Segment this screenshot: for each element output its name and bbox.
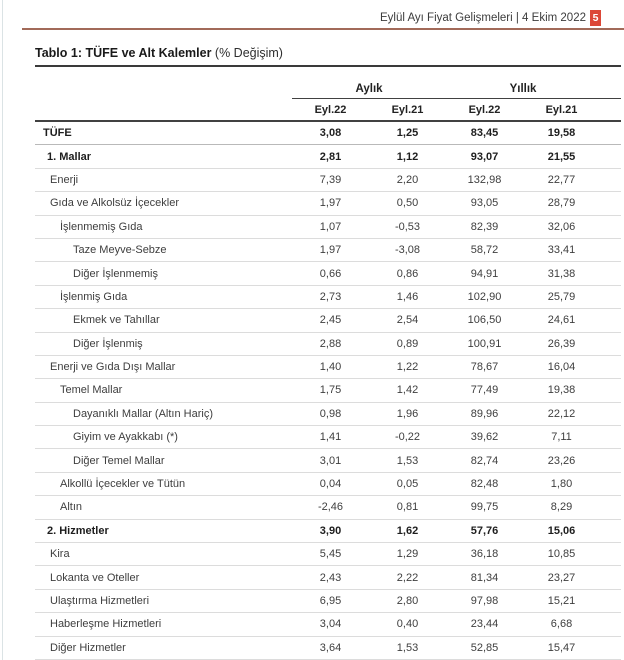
row-value: -2,46 <box>292 496 369 519</box>
row-value: 32,06 <box>523 215 600 238</box>
row-value: 22,12 <box>523 402 600 425</box>
row-spacer <box>600 543 621 566</box>
row-label: Kira <box>35 543 292 566</box>
row-value: 0,81 <box>369 496 446 519</box>
row-label: Enerji ve Gıda Dışı Mallar <box>35 355 292 378</box>
group-header-row <box>35 79 621 99</box>
group-header-spacer <box>600 79 621 99</box>
row-value: 23,26 <box>523 449 600 472</box>
table-row <box>35 121 621 145</box>
row-value: 3,04 <box>292 613 369 636</box>
row-value: 15,21 <box>523 589 600 612</box>
row-value: 81,34 <box>446 566 523 589</box>
row-value: 10,85 <box>523 543 600 566</box>
header-blank-cell <box>35 79 292 99</box>
table-row <box>35 402 621 425</box>
row-value: 2,73 <box>292 285 369 308</box>
row-label: İşlenmiş Gıda <box>35 285 292 308</box>
row-value: 93,07 <box>446 145 523 168</box>
row-value: 2,88 <box>292 332 369 355</box>
row-value: 89,96 <box>446 402 523 425</box>
row-value: 100,91 <box>446 332 523 355</box>
column-header-yearly-eyl22: Eyl.22 <box>446 99 523 122</box>
table-row <box>35 636 621 659</box>
row-value: 31,38 <box>523 262 600 285</box>
table-body <box>35 121 621 659</box>
table-row <box>35 379 621 402</box>
column-header-spacer <box>600 99 621 122</box>
row-spacer <box>600 379 621 402</box>
row-value: 1,97 <box>292 238 369 261</box>
row-value: 19,38 <box>523 379 600 402</box>
table-row <box>35 589 621 612</box>
row-value: 132,98 <box>446 168 523 191</box>
row-label: Altın <box>35 496 292 519</box>
row-value: 97,98 <box>446 589 523 612</box>
row-value: 2,54 <box>369 309 446 332</box>
row-value: 33,41 <box>523 238 600 261</box>
row-spacer <box>600 566 621 589</box>
row-spacer <box>600 121 621 145</box>
table-row <box>35 192 621 215</box>
row-spacer <box>600 449 621 472</box>
row-value: 0,04 <box>292 472 369 495</box>
row-label: Gıda ve Alkolsüz İçecekler <box>35 192 292 215</box>
row-value: 3,90 <box>292 519 369 542</box>
row-value: 1,97 <box>292 192 369 215</box>
row-value: 2,80 <box>369 589 446 612</box>
row-value: 1,62 <box>369 519 446 542</box>
row-value: -0,22 <box>369 426 446 449</box>
row-spacer <box>600 496 621 519</box>
row-spacer <box>600 402 621 425</box>
row-value: 5,45 <box>292 543 369 566</box>
row-value: 0,66 <box>292 262 369 285</box>
row-value: 1,53 <box>369 449 446 472</box>
row-value: -0,53 <box>369 215 446 238</box>
group-header-monthly: Aylık <box>292 79 446 99</box>
row-spacer <box>600 192 621 215</box>
row-value: 23,44 <box>446 613 523 636</box>
row-spacer <box>600 332 621 355</box>
row-label: Dayanıklı Mallar (Altın Hariç) <box>35 402 292 425</box>
row-value: 25,79 <box>523 285 600 308</box>
table-row <box>35 145 621 168</box>
row-value: 1,53 <box>369 636 446 659</box>
row-value: 93,05 <box>446 192 523 215</box>
row-spacer <box>600 238 621 261</box>
row-value: 102,90 <box>446 285 523 308</box>
row-value: 82,39 <box>446 215 523 238</box>
page-header <box>22 0 624 30</box>
report-title: Eylül Ayı Fiyat Gelişmeleri | 4 Ekim 2022 <box>379 12 586 24</box>
table-row <box>35 262 621 285</box>
row-value: 2,43 <box>292 566 369 589</box>
row-value: 77,49 <box>446 379 523 402</box>
row-value: 16,04 <box>523 355 600 378</box>
row-label: Giyim ve Ayakkabı (*) <box>35 426 292 449</box>
row-value: 1,96 <box>369 402 446 425</box>
row-label: 1. Mallar <box>35 145 292 168</box>
row-label: Alkollü İçecekler ve Tütün <box>35 472 292 495</box>
column-header-monthly-eyl22: Eyl.22 <box>292 99 369 122</box>
header-blank-cell <box>35 99 292 122</box>
row-value: 36,18 <box>446 543 523 566</box>
row-label: Ekmek ve Tahıllar <box>35 309 292 332</box>
row-label: Haberleşme Hizmetleri <box>35 613 292 636</box>
page-number-badge: 5 <box>590 10 601 26</box>
row-value: 39,62 <box>446 426 523 449</box>
row-value: 19,58 <box>523 121 600 145</box>
row-spacer <box>600 309 621 332</box>
row-label: Ulaştırma Hizmetleri <box>35 589 292 612</box>
row-value: 52,85 <box>446 636 523 659</box>
row-value: 1,25 <box>369 121 446 145</box>
row-value: 1,75 <box>292 379 369 402</box>
row-value: 2,45 <box>292 309 369 332</box>
row-spacer <box>600 519 621 542</box>
row-spacer <box>600 355 621 378</box>
table-row <box>35 355 621 378</box>
table-title-main: Tablo 1: TÜFE ve Alt Kalemler <box>35 46 212 60</box>
row-value: 2,81 <box>292 145 369 168</box>
table-row <box>35 543 621 566</box>
row-label: Enerji <box>35 168 292 191</box>
row-value: 1,07 <box>292 215 369 238</box>
row-spacer <box>600 426 621 449</box>
row-label: Diğer Temel Mallar <box>35 449 292 472</box>
row-label: Diğer İşlenmemiş <box>35 262 292 285</box>
column-header-row <box>35 99 621 122</box>
row-value: 0,05 <box>369 472 446 495</box>
row-label: Diğer İşlenmiş <box>35 332 292 355</box>
row-label: TÜFE <box>35 121 292 145</box>
row-value: 1,40 <box>292 355 369 378</box>
row-label: Lokanta ve Oteller <box>35 566 292 589</box>
row-label: 2. Hizmetler <box>35 519 292 542</box>
row-value: 83,45 <box>446 121 523 145</box>
row-value: 1,29 <box>369 543 446 566</box>
row-value: 6,68 <box>523 613 600 636</box>
row-spacer <box>600 145 621 168</box>
row-value: 28,79 <box>523 192 600 215</box>
row-label: Diğer Hizmetler <box>35 636 292 659</box>
table-row <box>35 519 621 542</box>
row-spacer <box>600 168 621 191</box>
row-spacer <box>600 472 621 495</box>
table-row <box>35 426 621 449</box>
row-value: 1,22 <box>369 355 446 378</box>
table-row <box>35 285 621 308</box>
row-value: 78,67 <box>446 355 523 378</box>
table-row <box>35 168 621 191</box>
row-value: 82,74 <box>446 449 523 472</box>
tufe-table <box>35 79 621 660</box>
row-value: 6,95 <box>292 589 369 612</box>
row-value: 94,91 <box>446 262 523 285</box>
row-value: 1,80 <box>523 472 600 495</box>
row-value: 1,42 <box>369 379 446 402</box>
row-spacer <box>600 215 621 238</box>
table-row <box>35 215 621 238</box>
row-spacer <box>600 262 621 285</box>
row-value: 8,29 <box>523 496 600 519</box>
row-value: 22,77 <box>523 168 600 191</box>
row-spacer <box>600 636 621 659</box>
column-header-yearly-eyl21: Eyl.21 <box>523 99 600 122</box>
table-row <box>35 238 621 261</box>
row-value: 3,01 <box>292 449 369 472</box>
table-title <box>35 46 621 67</box>
row-value: 0,89 <box>369 332 446 355</box>
row-value: 99,75 <box>446 496 523 519</box>
table-row <box>35 613 621 636</box>
row-value: 0,98 <box>292 402 369 425</box>
row-value: 106,50 <box>446 309 523 332</box>
row-spacer <box>600 613 621 636</box>
row-label: İşlenmemiş Gıda <box>35 215 292 238</box>
row-value: 15,47 <box>523 636 600 659</box>
row-spacer <box>600 589 621 612</box>
row-value: 1,46 <box>369 285 446 308</box>
row-value: 7,39 <box>292 168 369 191</box>
row-value: 26,39 <box>523 332 600 355</box>
row-value: 0,40 <box>369 613 446 636</box>
table-row <box>35 472 621 495</box>
row-value: 3,64 <box>292 636 369 659</box>
row-value: 57,76 <box>446 519 523 542</box>
row-value: -3,08 <box>369 238 446 261</box>
row-value: 2,20 <box>369 168 446 191</box>
group-header-yearly: Yıllık <box>446 79 600 99</box>
row-value: 2,22 <box>369 566 446 589</box>
table-row <box>35 496 621 519</box>
table-row <box>35 449 621 472</box>
row-value: 23,27 <box>523 566 600 589</box>
row-value: 24,61 <box>523 309 600 332</box>
table-title-suffix: (% Değişim) <box>211 46 283 60</box>
table-row <box>35 332 621 355</box>
row-value: 3,08 <box>292 121 369 145</box>
row-label: Temel Mallar <box>35 379 292 402</box>
row-spacer <box>600 285 621 308</box>
row-value: 1,12 <box>369 145 446 168</box>
table-container <box>35 79 621 660</box>
row-value: 15,06 <box>523 519 600 542</box>
row-label: Taze Meyve-Sebze <box>35 238 292 261</box>
row-value: 58,72 <box>446 238 523 261</box>
table-row <box>35 566 621 589</box>
row-value: 0,86 <box>369 262 446 285</box>
page-edge-line <box>2 0 3 660</box>
row-value: 0,50 <box>369 192 446 215</box>
column-header-monthly-eyl21: Eyl.21 <box>369 99 446 122</box>
row-value: 82,48 <box>446 472 523 495</box>
row-value: 1,41 <box>292 426 369 449</box>
row-value: 21,55 <box>523 145 600 168</box>
table-row <box>35 309 621 332</box>
row-value: 7,11 <box>523 426 600 449</box>
